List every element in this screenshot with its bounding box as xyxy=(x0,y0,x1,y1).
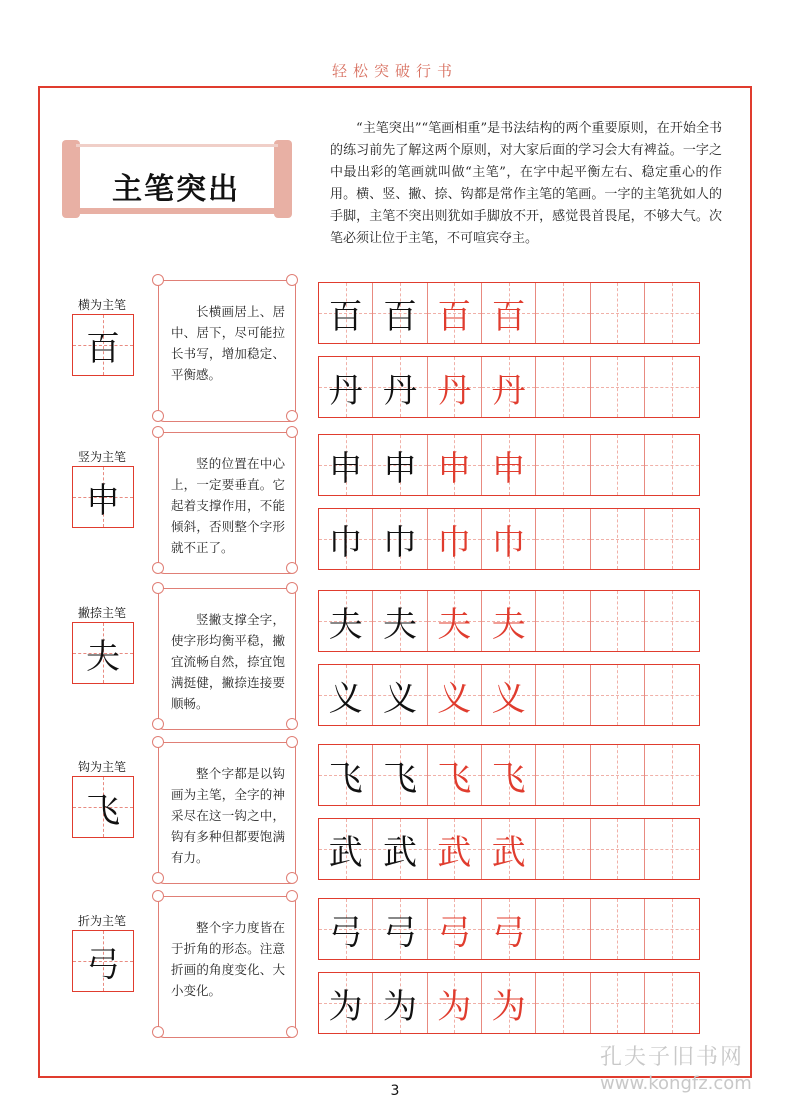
trace-character xyxy=(591,745,644,805)
practice-cell xyxy=(373,435,427,495)
practice-cell xyxy=(591,357,645,417)
sample-character-box xyxy=(72,314,134,376)
model-character: 飞 xyxy=(382,758,417,799)
trace-character: 武 xyxy=(491,832,526,873)
practice-cell xyxy=(482,357,536,417)
practice-cell xyxy=(591,435,645,495)
description-box: 整个字都是以钩画为主笔，全字的神采尽在这一钩之中，钩有多种但都要饱满有力。 xyxy=(158,742,296,884)
model-character: 弓 xyxy=(328,912,363,953)
box-corner-notch xyxy=(152,274,164,286)
model-character: 武 xyxy=(328,832,363,873)
practice-cell xyxy=(373,973,427,1033)
practice-cell xyxy=(319,973,373,1033)
box-corner-notch xyxy=(286,1026,298,1038)
practice-cell xyxy=(428,591,482,651)
practice-cell xyxy=(645,591,699,651)
model-character: 巾 xyxy=(328,522,363,563)
practice-cell xyxy=(591,819,645,879)
practice-row xyxy=(318,664,700,726)
practice-cell xyxy=(428,509,482,569)
practice-grid xyxy=(318,744,700,880)
trace-character: 义 xyxy=(491,678,526,719)
practice-cell xyxy=(591,899,645,959)
watermark-url: www.kongfz.com xyxy=(600,1073,752,1094)
trace-character xyxy=(536,283,589,343)
description-box: 竖撇支撑全字，使字形均衡平稳，撇宜流畅自然，捺宜饱满挺健，撇捺连接要顺畅。 xyxy=(158,588,296,730)
practice-cell xyxy=(319,357,373,417)
trace-character xyxy=(645,665,699,725)
trace-character xyxy=(536,435,589,495)
description-box: 竖的位置在中心上，一定要垂直。它起着支撑作用，不能倾斜，否则整个字形就不正了。 xyxy=(158,432,296,574)
model-character: 申 xyxy=(382,448,417,489)
trace-character: 为 xyxy=(437,986,472,1027)
practice-cell xyxy=(536,745,590,805)
box-corner-notch xyxy=(152,582,164,594)
model-character: 义 xyxy=(382,678,417,719)
practice-grid xyxy=(318,434,700,570)
model-character: 为 xyxy=(328,986,363,1027)
practice-cell xyxy=(428,665,482,725)
sample-character: 弓 xyxy=(86,944,120,985)
trace-character xyxy=(645,435,699,495)
practice-cell xyxy=(482,819,536,879)
trace-character xyxy=(536,899,589,959)
practice-cell xyxy=(319,283,373,343)
practice-row xyxy=(318,590,700,652)
box-corner-notch xyxy=(152,718,164,730)
box-corner-notch xyxy=(152,410,164,422)
model-character: 飞 xyxy=(328,758,363,799)
practice-cell xyxy=(428,899,482,959)
sample-character-box xyxy=(72,622,134,684)
practice-row xyxy=(318,508,700,570)
section-label: 折为主笔 xyxy=(78,914,127,928)
practice-cell xyxy=(645,899,699,959)
model-character: 申 xyxy=(328,448,363,489)
trace-character: 丹 xyxy=(437,370,472,411)
trace-character xyxy=(591,509,644,569)
description-box: 整个字力度皆在于折角的形态。注意折画的角度变化、大小变化。 xyxy=(158,896,296,1038)
trace-character: 为 xyxy=(491,986,526,1027)
sample-character: 百 xyxy=(86,328,120,369)
trace-character: 巾 xyxy=(491,522,526,563)
sample-character-box xyxy=(72,930,134,992)
model-character: 夫 xyxy=(328,604,363,645)
trace-character xyxy=(591,591,644,651)
trace-character xyxy=(591,899,644,959)
box-corner-notch xyxy=(152,736,164,748)
practice-cell xyxy=(373,819,427,879)
practice-row xyxy=(318,434,700,496)
box-corner-notch xyxy=(152,1026,164,1038)
sample-character: 夫 xyxy=(86,636,120,677)
practice-cell xyxy=(482,283,536,343)
trace-character xyxy=(536,745,589,805)
practice-cell xyxy=(536,509,590,569)
box-corner-notch xyxy=(286,718,298,730)
model-character: 丹 xyxy=(328,370,363,411)
model-character: 百 xyxy=(382,296,417,337)
practice-cell xyxy=(482,973,536,1033)
sample-character: 飞 xyxy=(86,790,120,831)
model-character: 巾 xyxy=(382,522,417,563)
practice-cell xyxy=(373,509,427,569)
practice-cell xyxy=(482,509,536,569)
trace-character: 飞 xyxy=(437,758,472,799)
practice-cell xyxy=(482,665,536,725)
trace-character xyxy=(536,357,589,417)
trace-character xyxy=(536,591,589,651)
practice-cell xyxy=(645,357,699,417)
trace-character: 丹 xyxy=(491,370,526,411)
practice-cell xyxy=(373,591,427,651)
box-corner-notch xyxy=(286,890,298,902)
sample-character: 申 xyxy=(86,480,120,521)
sample-character-box xyxy=(72,466,134,528)
practice-cell xyxy=(373,665,427,725)
practice-cell xyxy=(373,899,427,959)
practice-cell xyxy=(536,283,590,343)
trace-character xyxy=(645,899,699,959)
practice-cell xyxy=(319,665,373,725)
practice-cell xyxy=(428,435,482,495)
practice-cell xyxy=(536,357,590,417)
box-corner-notch xyxy=(152,562,164,574)
practice-grid xyxy=(318,590,700,726)
practice-grid xyxy=(318,282,700,418)
trace-character: 夫 xyxy=(437,604,472,645)
trace-character xyxy=(591,665,644,725)
practice-cell xyxy=(645,973,699,1033)
practice-cell xyxy=(319,899,373,959)
trace-character xyxy=(591,819,644,879)
practice-row xyxy=(318,356,700,418)
practice-cell xyxy=(591,973,645,1033)
trace-character xyxy=(645,819,699,879)
box-corner-notch xyxy=(286,562,298,574)
practice-cell xyxy=(591,283,645,343)
trace-character xyxy=(591,435,644,495)
trace-character xyxy=(591,283,644,343)
model-character: 丹 xyxy=(382,370,417,411)
practice-cell xyxy=(319,819,373,879)
box-corner-notch xyxy=(152,426,164,438)
model-character: 弓 xyxy=(382,912,417,953)
box-corner-notch xyxy=(286,274,298,286)
trace-character: 巾 xyxy=(437,522,472,563)
section-label: 撇捺主笔 xyxy=(78,606,127,620)
trace-character: 义 xyxy=(437,678,472,719)
practice-cell xyxy=(373,283,427,343)
model-character: 义 xyxy=(328,678,363,719)
model-character: 夫 xyxy=(382,604,417,645)
section-label: 竖为主笔 xyxy=(78,450,127,464)
box-corner-notch xyxy=(286,410,298,422)
practice-cell xyxy=(482,899,536,959)
practice-cell xyxy=(428,357,482,417)
model-character: 为 xyxy=(382,986,417,1027)
trace-character: 弓 xyxy=(437,912,472,953)
trace-character xyxy=(645,591,699,651)
trace-character: 申 xyxy=(437,448,472,489)
practice-cell xyxy=(482,745,536,805)
practice-cell xyxy=(536,973,590,1033)
trace-character xyxy=(645,283,699,343)
trace-character xyxy=(536,973,589,1033)
trace-character: 飞 xyxy=(491,758,526,799)
practice-cell xyxy=(373,357,427,417)
practice-cell xyxy=(645,819,699,879)
box-corner-notch xyxy=(152,890,164,902)
practice-cell xyxy=(536,819,590,879)
practice-cell xyxy=(373,745,427,805)
model-character: 百 xyxy=(328,296,363,337)
practice-cell xyxy=(428,283,482,343)
practice-cell xyxy=(591,591,645,651)
practice-cell xyxy=(645,665,699,725)
trace-character xyxy=(645,509,699,569)
practice-cell xyxy=(591,665,645,725)
practice-cell xyxy=(591,509,645,569)
practice-row xyxy=(318,744,700,806)
sample-character-box xyxy=(72,776,134,838)
trace-character xyxy=(536,665,589,725)
practice-cell xyxy=(645,435,699,495)
trace-character: 武 xyxy=(437,832,472,873)
box-corner-notch xyxy=(286,736,298,748)
watermark-name: 孔夫子旧书网 xyxy=(600,1045,745,1070)
trace-character xyxy=(536,509,589,569)
practice-cell xyxy=(482,591,536,651)
practice-cell xyxy=(536,899,590,959)
practice-cell xyxy=(428,973,482,1033)
description-box: 长横画居上、居中、居下，尽可能拉长书写，增加稳定、平衡感。 xyxy=(158,280,296,422)
intro-paragraph: “主笔突出”“笔画相重”是书法结构的两个重要原则，在开始全书的练习前先了解这两个原则，对大家后面的学习会大有裨益。一字之中最出彩的笔画就叫做“主笔”，在字中起平衡左右、稳定重心的作用。横、竖、撇、捺、钩都是常作主笔的笔画。一字的主笔犹如人的手脚，主笔不突出则犹如手脚放不开，感觉畏首畏尾，不够大气。次笔必须让位于主笔，不可喧宾夺主。 xyxy=(330,121,722,246)
trace-character: 百 xyxy=(491,296,526,337)
practice-cell xyxy=(428,745,482,805)
box-corner-notch xyxy=(286,582,298,594)
practice-cell xyxy=(645,283,699,343)
practice-row xyxy=(318,972,700,1034)
practice-cell xyxy=(645,745,699,805)
box-corner-notch xyxy=(286,426,298,438)
trace-character xyxy=(591,973,644,1033)
practice-cell xyxy=(591,745,645,805)
practice-cell xyxy=(536,591,590,651)
book-header: 轻松突破行书 xyxy=(331,62,458,80)
trace-character: 弓 xyxy=(491,912,526,953)
practice-cell xyxy=(428,819,482,879)
practice-cell xyxy=(482,435,536,495)
trace-character xyxy=(645,973,699,1033)
section-label: 钩为主笔 xyxy=(78,760,127,774)
trace-character xyxy=(645,357,699,417)
section-title: 主笔突出 xyxy=(112,172,240,207)
box-corner-notch xyxy=(286,872,298,884)
trace-character xyxy=(591,357,644,417)
practice-cell xyxy=(319,509,373,569)
practice-cell xyxy=(319,435,373,495)
practice-grid xyxy=(318,898,700,1034)
practice-cell xyxy=(319,591,373,651)
trace-character xyxy=(645,745,699,805)
trace-character: 申 xyxy=(491,448,526,489)
model-character: 武 xyxy=(382,832,417,873)
practice-cell xyxy=(319,745,373,805)
practice-cell xyxy=(645,509,699,569)
trace-character: 百 xyxy=(437,296,472,337)
trace-character: 夫 xyxy=(491,604,526,645)
practice-cell xyxy=(536,435,590,495)
section-label: 横为主笔 xyxy=(78,298,127,312)
box-corner-notch xyxy=(152,872,164,884)
page-number: 3 xyxy=(390,1083,400,1099)
trace-character xyxy=(536,819,589,879)
practice-row xyxy=(318,898,700,960)
practice-row xyxy=(318,282,700,344)
practice-cell xyxy=(536,665,590,725)
practice-row xyxy=(318,818,700,880)
watermark xyxy=(600,1040,780,1094)
